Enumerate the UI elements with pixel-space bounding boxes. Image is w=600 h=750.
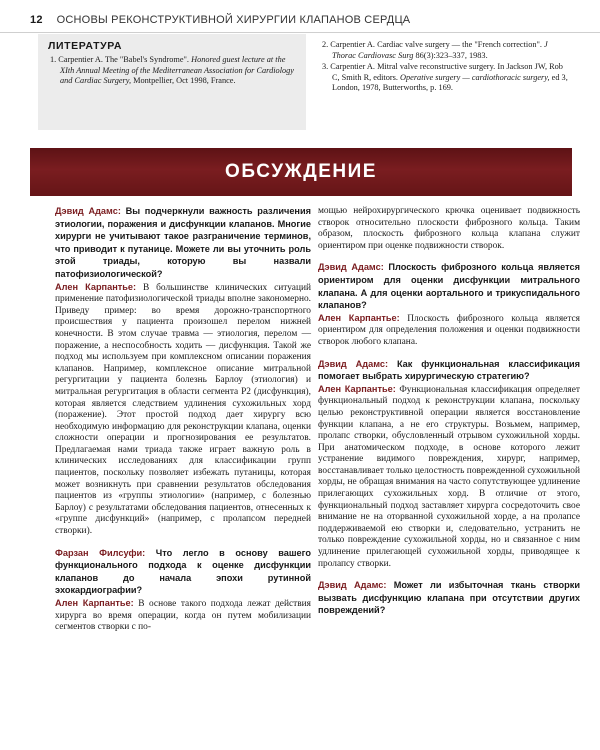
- page-number: 12: [30, 14, 43, 26]
- question-1: Дэвид Адамс: Вы подчеркнули важность различения этиологии, поражения и дисфункции клапанов. Многие хирурги не учитывают такое разграничение терминов, что приводит к путанице. Можете ли вы уточнить роль этой триады, которую вы назвали патофизиологической?: [55, 206, 311, 279]
- references-continued: [320, 40, 570, 95]
- answer-4: Ален Карпантье: Функциональная классификация определяет функциональный подход к реконструкции клапана, поскольку целью реконструктивной операции является восстановление функции клапана, а не его структуры. Возьмем, например, пролапс створки, обусловленный отрывом сухожильной хорды. При анатомическом подходе, в основе которого лежит устранение видимого повреждения, хирург, например, восстанавливает только целостность поврежденной сухожильной хорды, не обращая внимания на часто сопутствующее удлинение прилегающих сухожильных хорд. В отличие от этого, функциональный подход заставляет хирурга сосредоточить свое внимание не на оторванной сухожильной хорде, а на пролапсе поддерживаемой ею створки и, следовательно, устранить не только повреждение сухожильной хорды, но и связанное с ним удлинение прилегающей сухожильной хорды, приводящее к пролапсу створки.: [318, 383, 580, 569]
- reference-2: 2. Carpentier A. Cardiac valve surgery — the "French correction". J Thorac Cardiovasc Surg 86(3):323–337, 1983.: [322, 40, 548, 60]
- speaker-name: Дэвид Адамс:: [318, 358, 389, 369]
- right-column: [318, 206, 580, 618]
- answer-1: Ален Карпантье: В большинстве клинических ситуаций применение патофизиологической триады вполне закономерно. Приведу пример: во время дорожно-транспортного происшествия у пациента произошел перелом нижней конечности. В этом случае травма — этиология, перелом — поражение, а неспособность ходить — дисфункция. Такой же подход мы используем при комплексном описании поражения клапанов. Например, комплексное описание митральной регургитации у пациента болезнь Барлоу (этиология) и митральная регургитация в области сегмента P2 (дисфункция), которая является следствием удлинения сухожильных хорд (поражение). Этот простой подход дает хирургу всю необходимую информацию для реконструкции клапана, оценки сложности операции и прогнозирования ее результатов. Предлагаемая нами триада также играет важную роль в клинических исследованиях для классификации групп пациентов, поскольку позволяет избежать путаницы, которая может возникнуть при сравнении результатов обследования пациентов из «группы этиологии» (например, с болезнью Барлоу) с результатами обследования пациентов, отнесенных к «группе дисфункций» (например, с пролапсом передней створки).: [55, 281, 312, 537]
- running-header: [30, 8, 570, 32]
- question-4: Дэвид Адамс: Как функциональная классификация помогает выбрать хирургическую стратегию?: [318, 358, 580, 382]
- question-3: Дэвид Адамс: Плоскость фиброзного кольца является ориентиром для оценки дисфункции митрального клапана. А для оценки аортального и трикуспидального клапанов?: [318, 262, 580, 311]
- section-title: ОБСУЖДЕНИЕ: [225, 161, 377, 182]
- question-2: Фарзан Филсуфи: Что легло в основу вашего функционального подхода к оценке дисфункции клапанов до начала эпохи рутинной эхокардиографии?: [55, 547, 311, 596]
- reference-1: 1. Carpentier A. The "Babel's Syndrome". Honored guest lecture at the XIth Annual Meeting of the Mediterranean Association for Cardiology and Cardiac Surgery, Montpellier, Oct 1998, France.: [50, 55, 294, 86]
- speaker-name: Ален Карпантье:: [55, 598, 134, 608]
- speaker-name: Фарзан Филсуфи:: [55, 547, 146, 558]
- answer-2-continued: мощью нейрохирургического крючка оценивает подвижность створок относительно плоскости фиброзного кольца. Таким образом, плоскость фиброзного кольца клапана служит ориентиром при оценке подвижности створок.: [318, 206, 580, 251]
- speaker-name: Ален Карпантье:: [318, 383, 396, 394]
- header-rule: [0, 32, 600, 33]
- speaker-name: Дэвид Адамс:: [55, 206, 121, 216]
- running-title: ОСНОВЫ РЕКОНСТРУКТИВНОЙ ХИРУРГИИ КЛАПАНОВ СЕРДЦА: [56, 14, 411, 26]
- speaker-name: Дэвид Адамс:: [318, 262, 384, 273]
- speaker-name: Ален Карпантье:: [55, 281, 137, 292]
- question-5: Дэвид Адамс: Может ли избыточная ткань створки вызвать дисфункцию клапана при отсутствии других повреждений?: [318, 580, 580, 616]
- left-column: [55, 206, 311, 634]
- answer-2: Ален Карпантье: В основе такого подхода лежат действия хирурга во время операции, когда он путем мобилизации сегментов створки с по-: [55, 598, 311, 633]
- speaker-name: Дэвид Адамс:: [318, 580, 387, 591]
- literature-heading: ЛИТЕРАТУРА: [48, 40, 123, 52]
- section-banner: [30, 148, 572, 196]
- literature-box: [38, 34, 306, 130]
- reference-3: 3. Carpentier A. Mitral valve reconstructive surgery. In Jackson JW, Rob C, Smith R, editors. Operative surgery — cardiothoracic surgery, ed 3, London, 1978, Butterworths, p. 169.: [322, 62, 568, 93]
- speaker-name: Ален Карпантье:: [318, 312, 400, 323]
- answer-3: Ален Карпантье: Плоскость фиброзного кольца является ориентиром для определения положения и оценки подвижности створок любого клапана.: [318, 312, 580, 347]
